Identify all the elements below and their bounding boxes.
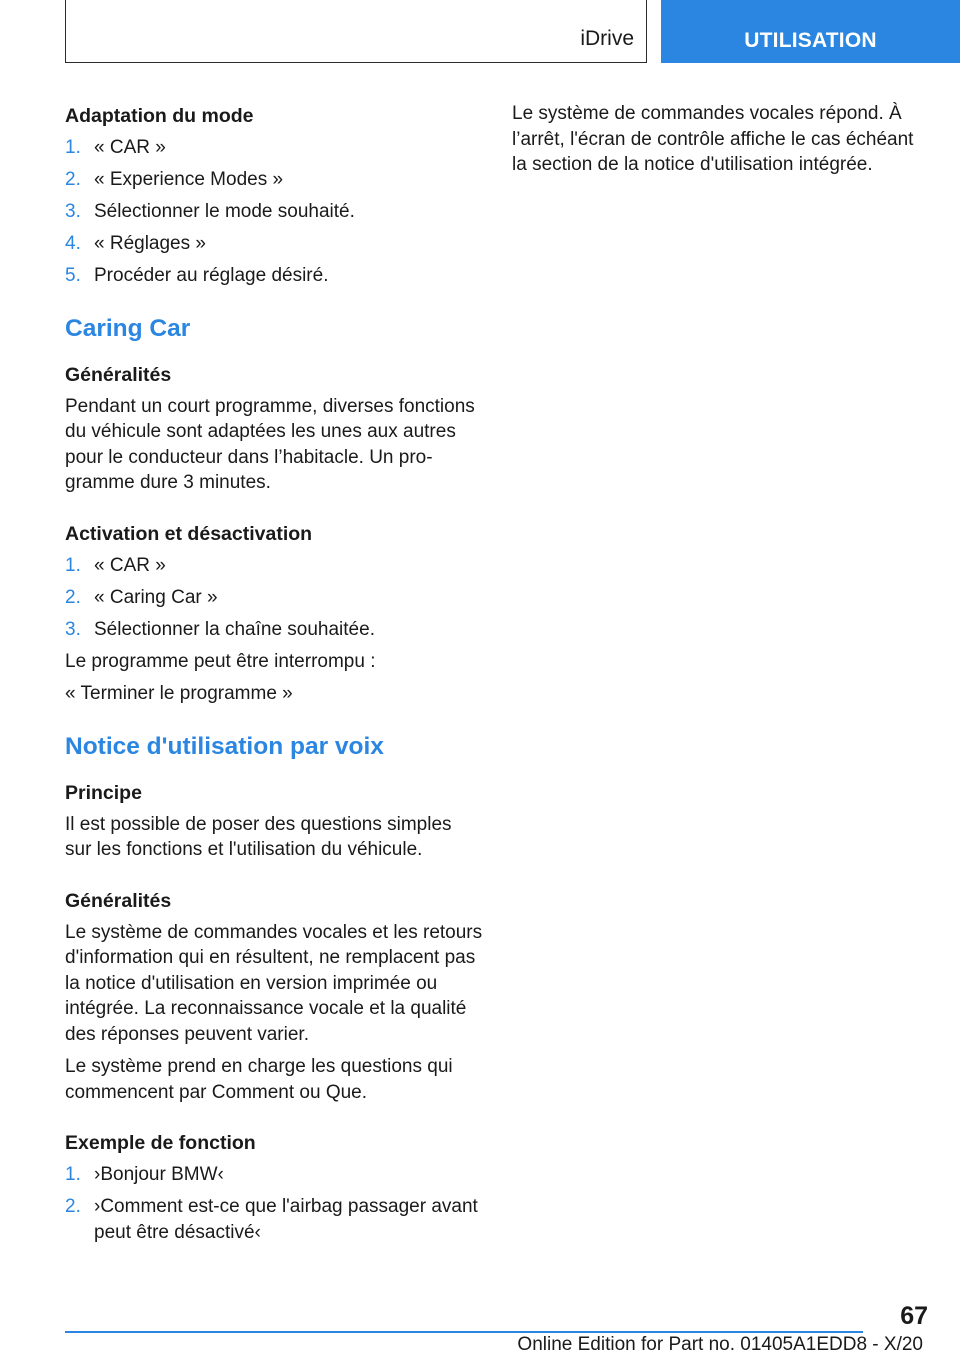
list-item: 4. « Réglages »	[65, 233, 206, 254]
list-item: 1. « CAR »	[65, 554, 166, 576]
caring-car-title: Caring Car	[65, 314, 191, 342]
principle-text: Il est possible de poser des questions simples sur les fonctions et l'utilisation du véhicule.	[65, 813, 452, 860]
list-item: 5. Procéder au réglage désiré.	[65, 265, 329, 286]
voice-support-text: Le système prend en charge les questions qui commencent par Comment ou Que.	[65, 1056, 453, 1103]
voice-general-heading: Généralités	[65, 889, 172, 912]
header-frame	[65, 0, 647, 63]
page-number: 67	[900, 1302, 928, 1330]
list-item: 2. ›Comment est-ce que l'airbag passager avant peut être désactivé‹	[65, 1196, 478, 1243]
example-heading: Exemple de fonction	[65, 1132, 256, 1154]
header-section-title: iDrive	[580, 27, 634, 50]
mode-heading: Adaptation du mode	[65, 105, 254, 127]
right-column	[512, 101, 922, 185]
list-item: 3. Sélectionner le mode souhaité.	[65, 201, 355, 222]
list-item: 1. « CAR »	[65, 137, 166, 158]
header-chapter-label: UTILISATION	[744, 28, 877, 52]
list-item: 3. Sélectionner la chaîne souhaitée.	[65, 618, 375, 640]
activation-heading: Activation et désactivation	[65, 522, 313, 545]
activation-steps-list	[65, 553, 483, 643]
list-item: 2. « Caring Car »	[65, 586, 218, 608]
caring-general-text: Pendant un court programme, diverses fonctions du véhicule sont adaptées les unes aux autres pour le conducteur dans l’habitacle. Un programme dure 3 minutes.	[65, 395, 475, 493]
caring-general-heading: Généralités	[65, 363, 172, 386]
principle-heading: Principe	[65, 781, 142, 804]
list-item: 2. « Experience Modes »	[65, 169, 284, 190]
example-steps-list	[65, 1162, 483, 1245]
list-item: 1. ›Bonjour BMW‹	[65, 1164, 224, 1185]
voice-general-text: Le système de commandes vocales et les retours d'information qui en résultent, ne remplacent pas la notice d'utilisation en version imprimée ou intégrée. La reconnaissance vocale et la qualité des réponses peuvent varier.	[65, 921, 483, 1045]
mode-steps-list	[65, 135, 483, 289]
footer-divider	[65, 1331, 863, 1333]
header-chapter-tab	[661, 0, 960, 63]
terminate-text: « Terminer le programme »	[65, 683, 293, 704]
voice-manual-title: Notice d'utilisation par voix	[65, 732, 384, 760]
interrupt-text: Le programme peut être interrompu :	[65, 650, 376, 672]
continuation-text: Le système de commandes vocales répond. À l’arrêt, l'écran de contrôle affiche le cas échéant la section de la notice d'utilisation intégrée.	[512, 103, 914, 175]
left-column	[65, 103, 483, 1252]
edition-text: Online Edition for Part no. 01405A1EDD8 - X/20	[517, 1334, 923, 1355]
